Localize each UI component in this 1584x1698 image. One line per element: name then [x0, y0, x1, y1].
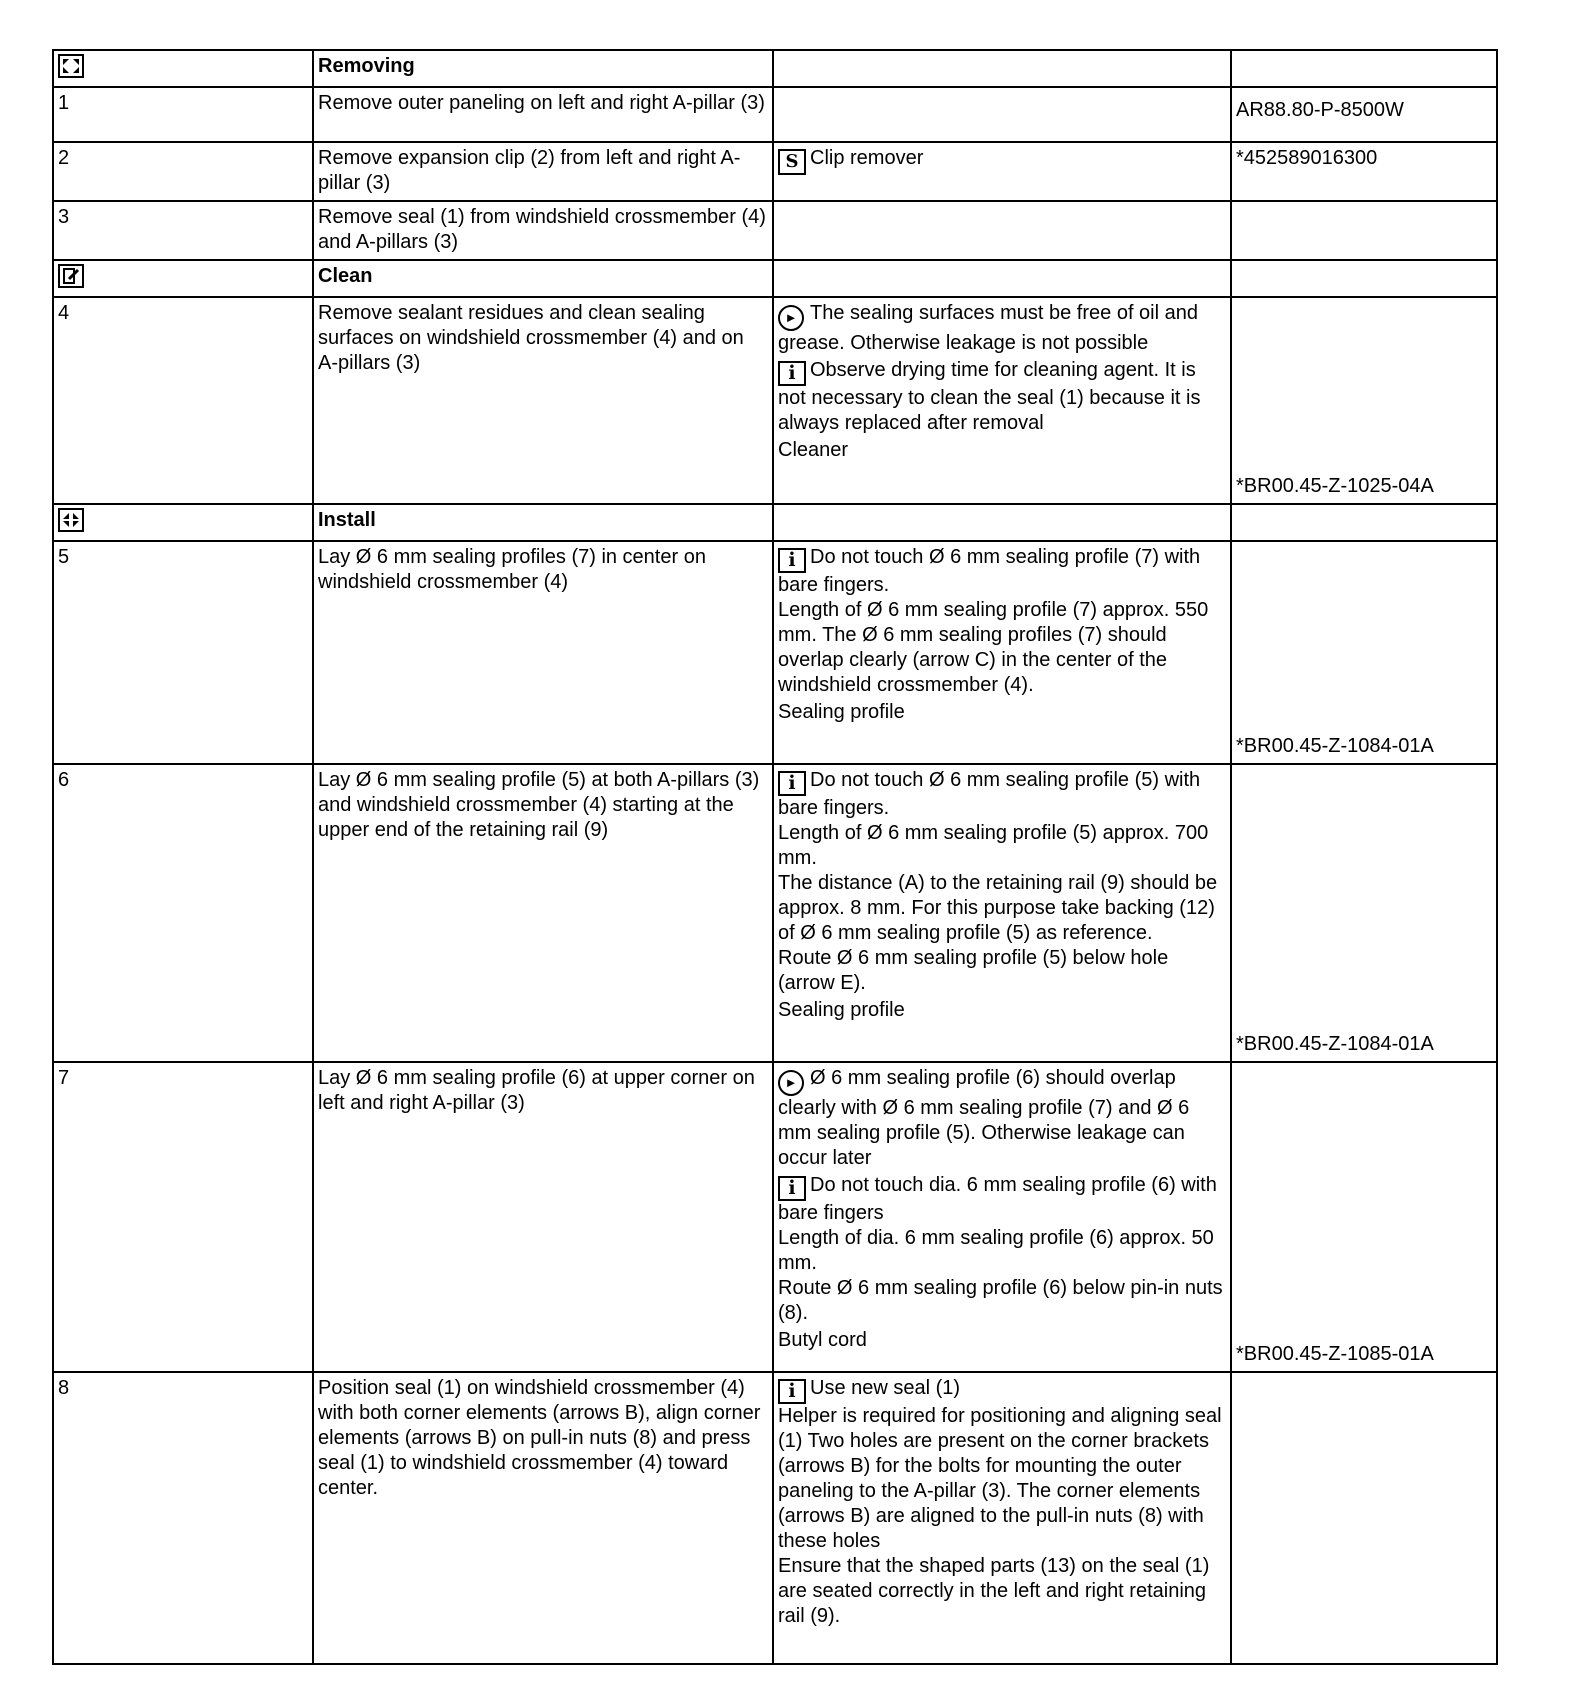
step-text: Remove expansion clip (2) from left and right A-pillar (3) [313, 142, 773, 201]
step-row-6 [53, 764, 1497, 1062]
info-icon: i [778, 361, 806, 386]
info-text: Do not touch Ø 6 mm sealing profile (7) with bare fingers. [778, 546, 1201, 596]
material-number[interactable]: *BR00.45-Z-1084-01A [1231, 764, 1497, 1062]
info-text-2: Length of dia. 6 mm sealing profile (6) approx. 50 mm. [778, 1227, 1214, 1274]
empty-cell [773, 50, 1231, 87]
note-icon: ► [778, 305, 804, 331]
info-paragraph [778, 768, 1226, 821]
material-number[interactable]: *BR00.45-Z-1084-01A [1231, 541, 1497, 764]
note-paragraph [778, 301, 1226, 356]
section-row-clean [53, 260, 1497, 297]
step-row-3 [53, 201, 1497, 260]
section-title: Clean [313, 260, 773, 297]
info-text: Do not touch dia. 6 mm sealing profile (6) with bare fingers [778, 1174, 1217, 1224]
notes-cell [773, 1062, 1231, 1372]
note-text: The sealing surfaces must be free of oil and grease. Otherwise leakage is not possible [778, 302, 1198, 354]
step-row-7 [53, 1062, 1497, 1372]
section-row-install [53, 504, 1497, 541]
step-text: Lay Ø 6 mm sealing profile (6) at upper corner on left and right A-pillar (3) [313, 1062, 773, 1372]
tool-name: Clip remover [810, 147, 924, 169]
step-text: Position seal (1) on windshield crossmember (4) with both corner elements (arrows B), align corner elements (arrows B) on pull-in nuts (8) and press seal (1) to windshield crossmember (4) toward center. [313, 1372, 773, 1664]
note-text: Ø 6 mm sealing profile (6) should overlap clearly with Ø 6 mm sealing profile (7) and Ø 6 mm sealing profile (5). Otherwise leakage can occur later [778, 1067, 1190, 1169]
procedure-table [52, 49, 1498, 1665]
note-icon: ► [778, 1070, 804, 1096]
step-number: 7 [53, 1062, 313, 1372]
material-name: Sealing profile [778, 701, 905, 723]
info-text-2: Helper is required for positioning and aligning seal (1) Two holes are present on the corner brackets (arrows B) for the bolts for mounting the outer paneling to the A-pillar (3). The corner elements (arrows B) are aligned to the pull-in nuts (8) with these holes [778, 1405, 1222, 1552]
step-text: Remove seal (1) from windshield crossmember (4) and A-pillars (3) [313, 201, 773, 260]
info-text-3: Ensure that the shaped parts (13) on the seal (1) are seated correctly in the left and right retaining rail (9). [778, 1555, 1210, 1627]
info-icon: i [778, 771, 806, 796]
material-number[interactable]: *BR00.45-Z-1025-04A [1231, 297, 1497, 504]
section-icon-cell [53, 504, 313, 541]
info-text-2: Length of Ø 6 mm sealing profile (7) approx. 550 mm. The Ø 6 mm sealing profiles (7) should overlap clearly (arrow C) in the center of the windshield crossmember (4). [778, 599, 1209, 696]
section-row-removing [53, 50, 1497, 87]
notes-cell [773, 541, 1231, 764]
info-text-3: The distance (A) to the retaining rail (9) should be approx. 8 mm. For this purpose take backing (12) of Ø 6 mm sealing profile (5) as reference. [778, 872, 1218, 944]
section-icon-cell [53, 260, 313, 297]
step-number: 5 [53, 541, 313, 764]
empty-cell [773, 260, 1231, 297]
empty-cell [1231, 201, 1497, 260]
material-name: Sealing profile [778, 999, 905, 1021]
install-icon [58, 508, 84, 532]
empty-cell [1231, 504, 1497, 541]
step-text: Remove outer paneling on left and right A-pillar (3) [313, 87, 773, 142]
step-number: 2 [53, 142, 313, 201]
reference-link[interactable]: AR88.80-P-8500W [1231, 87, 1497, 142]
material-number[interactable]: *BR00.45-Z-1085-01A [1231, 1062, 1497, 1372]
step-row-8 [53, 1372, 1497, 1664]
info-text-3: Route Ø 6 mm sealing profile (6) below pin-in nuts (8). [778, 1277, 1223, 1324]
special-tool-icon: S [778, 149, 806, 175]
empty-cell [773, 201, 1231, 260]
section-icon-cell [53, 50, 313, 87]
material-name: Cleaner [778, 439, 849, 461]
step-text: Lay Ø 6 mm sealing profile (5) at both A-pillars (3) and windshield crossmember (4) starting at the upper end of the retaining rail (9) [313, 764, 773, 1062]
step-text: Lay Ø 6 mm sealing profiles (7) in center on windshield crossmember (4) [313, 541, 773, 764]
step-number: 4 [53, 297, 313, 504]
info-text: Do not touch Ø 6 mm sealing profile (5) with bare fingers. [778, 769, 1201, 819]
section-title: Install [313, 504, 773, 541]
info-text-4: Route Ø 6 mm sealing profile (5) below hole (arrow E). [778, 947, 1169, 994]
step-number: 8 [53, 1372, 313, 1664]
info-text-2: Length of Ø 6 mm sealing profile (5) approx. 700 mm. [778, 822, 1209, 869]
step-row-5 [53, 541, 1497, 764]
info-icon: i [778, 1176, 806, 1201]
info-paragraph [778, 1376, 1226, 1404]
material-name: Butyl cord [778, 1329, 867, 1351]
step-row-1 [53, 87, 1497, 142]
info-paragraph [778, 358, 1226, 436]
notes-cell [773, 764, 1231, 1062]
empty-cell [773, 504, 1231, 541]
step-number: 6 [53, 764, 313, 1062]
info-icon: i [778, 548, 806, 573]
step-text: Remove sealant residues and clean sealing surfaces on windshield crossmember (4) and on A-pillars (3) [313, 297, 773, 504]
info-text: Observe drying time for cleaning agent. It is not necessary to clean the seal (1) because it is always replaced after removal [778, 359, 1201, 434]
tool-number[interactable]: *452589016300 [1231, 142, 1497, 201]
empty-cell [1231, 260, 1497, 297]
clean-icon [58, 264, 84, 288]
info-icon: i [778, 1379, 806, 1404]
info-text: Use new seal (1) [810, 1377, 961, 1399]
step-row-2 [53, 142, 1497, 201]
removing-icon [58, 54, 84, 78]
notes-cell [773, 1372, 1231, 1664]
section-title: Removing [313, 50, 773, 87]
info-paragraph [778, 545, 1226, 598]
tool-cell [773, 142, 1231, 201]
info-paragraph [778, 1173, 1226, 1226]
step-number: 3 [53, 201, 313, 260]
notes-cell [773, 297, 1231, 504]
empty-cell [773, 87, 1231, 142]
step-row-4 [53, 297, 1497, 504]
step-number: 1 [53, 87, 313, 142]
empty-cell [1231, 1372, 1497, 1664]
empty-cell [1231, 50, 1497, 87]
note-paragraph [778, 1066, 1226, 1171]
